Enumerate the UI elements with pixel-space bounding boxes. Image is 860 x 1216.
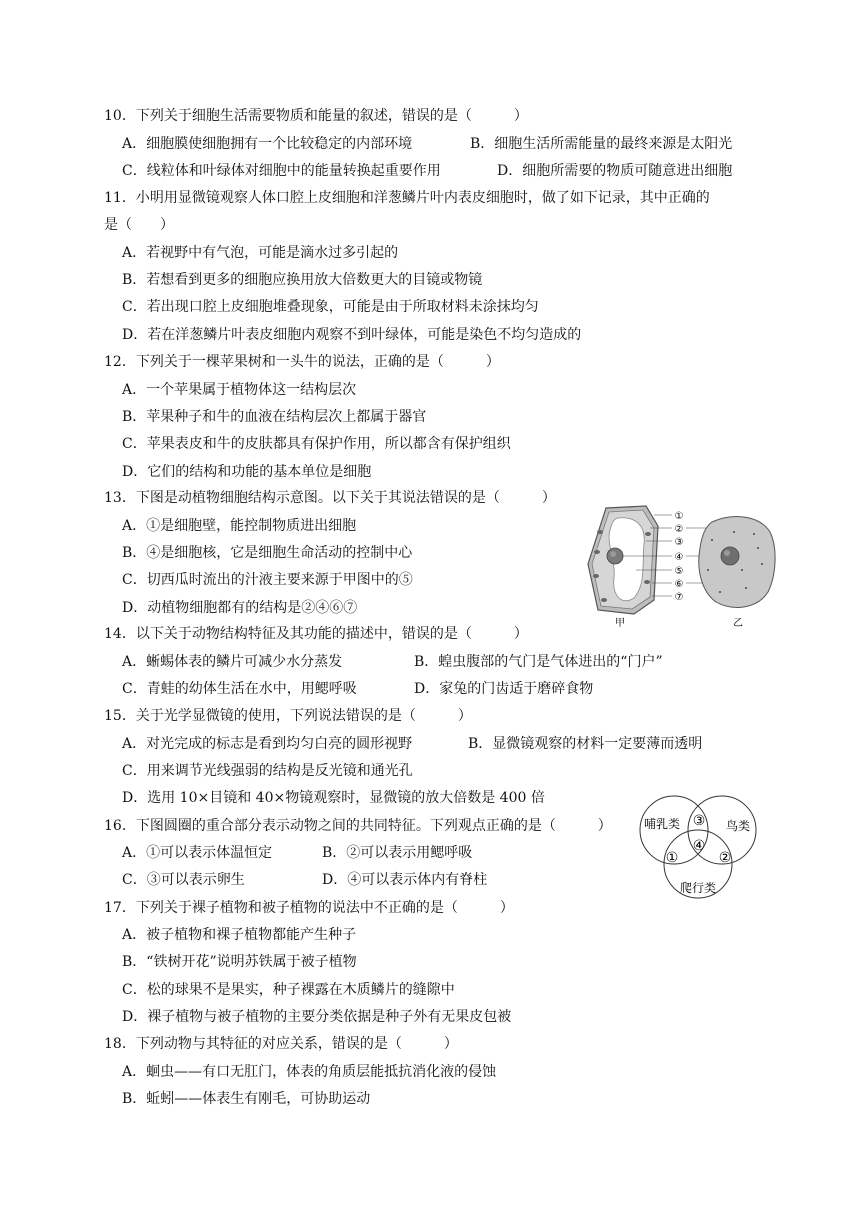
chloroplast bbox=[601, 598, 607, 602]
q14-option-d: D．家兔的门齿适于磨碎食物 bbox=[414, 681, 594, 697]
q17-stem: 17．下列关于裸子植物和被子植物的说法中不正确的是（ ） bbox=[104, 900, 514, 916]
q17-option-c: C．松的球果不是果实，种子裸露在木质鳞片的缝隙中 bbox=[122, 982, 455, 998]
cell-label-1: ① bbox=[674, 511, 684, 522]
q11-option-d: D．若在洋葱鳞片叶表皮细胞内观察不到叶绿体，可能是染色不均匀造成的 bbox=[122, 327, 582, 343]
cytoplasm-dot bbox=[711, 539, 713, 541]
venn-label-mammals: 哺乳类 bbox=[643, 817, 681, 831]
q14-option-a: A．蜥蜴体表的鳞片可减少水分蒸发 bbox=[122, 654, 343, 670]
q14-option-b: B．蝗虫腹部的气门是气体进出的“门户” bbox=[414, 654, 663, 670]
q14-option-c: C．青蛙的幼体生活在水中，用鳃呼吸 bbox=[122, 681, 357, 697]
plant-cell-caption: 甲 bbox=[615, 618, 625, 629]
q11-option-c: C．若出现口腔上皮细胞堆叠现象，可能是由于所取材料未涂抹均匀 bbox=[122, 299, 539, 315]
animal-cell-caption: 乙 bbox=[733, 618, 743, 629]
q17-option-a: A．被子植物和裸子植物都能产生种子 bbox=[122, 927, 357, 943]
q18-stem: 18．下列动物与其特征的对应关系，错误的是（ ） bbox=[104, 1036, 458, 1052]
animal-venn-diagram bbox=[632, 792, 764, 902]
q18-option-b: B．蚯蚓——体表生有刚毛，可协助运动 bbox=[122, 1091, 371, 1107]
q10-stem: 10．下列关于细胞生活需要物质和能量的叙述，错误的是（ ） bbox=[104, 108, 528, 124]
q15-option-a: A．对光完成的标志是看到均匀白亮的圆形视野 bbox=[122, 736, 413, 752]
q13-option-d: D．动植物细胞都有的结构是②④⑥⑦ bbox=[122, 600, 358, 616]
cytoplasm-dot bbox=[719, 591, 721, 593]
cytoplasm-dot bbox=[757, 547, 759, 549]
chloroplast bbox=[644, 580, 650, 584]
cell-label-4: ④ bbox=[674, 552, 684, 563]
q10-option-a: A．细胞膜使细胞拥有一个比较稳定的内部环境 bbox=[122, 136, 413, 152]
q13-option-c: C．切西瓜时流出的汁液主要来源于甲图中的⑤ bbox=[122, 572, 413, 588]
venn-label-birds: 鸟类 bbox=[725, 819, 751, 833]
q16-option-d: D．④可以表示体内有脊柱 bbox=[322, 872, 488, 888]
q14-stem: 14．以下关于动物结构特征及其功能的描述中，错误的是（ ） bbox=[104, 626, 528, 642]
chloroplast bbox=[645, 532, 651, 536]
plant-nucleolus bbox=[610, 551, 616, 557]
q16-option-b: B．②可以表示用鳃呼吸 bbox=[322, 845, 473, 861]
cell-label-2: ② bbox=[674, 524, 684, 535]
chloroplast bbox=[593, 574, 599, 578]
q10-option-b: B．细胞生活所需能量的最终来源是太阳光 bbox=[470, 136, 733, 152]
q13-option-a: A．①是细胞壁，能控制物质进出细胞 bbox=[122, 518, 357, 534]
cytoplasm-dot bbox=[733, 531, 735, 533]
chloroplast bbox=[597, 530, 603, 534]
q11-option-a: A．若视野中有气泡，可能是滴水过多引起的 bbox=[122, 245, 399, 261]
venn-region-4: ④ bbox=[692, 838, 706, 854]
q11-stem-line1: 11．小明用显微镜观察人体口腔上皮细胞和洋葱鳞片叶内表皮细胞时，做了如下记录，其中正确的 bbox=[104, 190, 710, 206]
q13-option-b: B．④是细胞核，它是细胞生命活动的控制中心 bbox=[122, 545, 413, 561]
q16-stem: 16．下图圆圈的重合部分表示动物之间的共同特征。下列观点正确的是（ ） bbox=[104, 818, 612, 834]
venn-region-1: ① bbox=[665, 850, 679, 866]
cell-structure-figure bbox=[584, 504, 780, 632]
q12-option-d: D．它们的结构和功能的基本单位是细胞 bbox=[122, 464, 372, 480]
q12-option-a: A．一个苹果属于植物体这一结构层次 bbox=[122, 382, 357, 398]
q17-option-d: D．裸子植物与被子植物的主要分类依据是种子外有无果皮包被 bbox=[122, 1009, 512, 1025]
venn-region-2: ② bbox=[718, 850, 732, 866]
cell-label-7: ⑦ bbox=[674, 592, 684, 603]
q15-option-d: D．选用 10×目镜和 40×物镜观察时，显微镜的放大倍数是 400 倍 bbox=[122, 790, 545, 806]
chloroplast bbox=[594, 550, 600, 554]
q15-option-b: B．显微镜观察的材料一定要薄而透明 bbox=[468, 736, 703, 752]
cytoplasm-dot bbox=[761, 563, 763, 565]
cell-label-5: ⑤ bbox=[674, 566, 684, 577]
cell-label-6: ⑥ bbox=[674, 579, 684, 590]
venn-region-3: ③ bbox=[692, 813, 706, 829]
cytoplasm-dot bbox=[741, 569, 743, 571]
q16-option-c: C．③可以表示卵生 bbox=[122, 872, 245, 888]
q13-stem: 13．下图是动植物细胞结构示意图。以下关于其说法错误的是（ ） bbox=[104, 490, 556, 506]
q16-option-a: A．①可以表示体温恒定 bbox=[122, 845, 273, 861]
q15-stem: 15．关于光学显微镜的使用，下列说法错误的是（ ） bbox=[104, 708, 472, 724]
q11-option-b: B．若想看到更多的细胞应换用放大倍数更大的目镜或物镜 bbox=[122, 272, 483, 288]
q18-option-a: A．蛔虫——有口无肛门，体表的角质层能抵抗消化液的侵蚀 bbox=[122, 1064, 497, 1080]
q10-option-c: C．线粒体和叶绿体对细胞中的能量转换起重要作用 bbox=[122, 163, 441, 179]
q11-stem-line2: 是（ ） bbox=[104, 217, 174, 233]
venn-label-reptiles: 爬行类 bbox=[679, 881, 717, 895]
animal-nucleus bbox=[721, 547, 739, 565]
q17-option-b: B．“铁树开花”说明苏铁属于被子植物 bbox=[122, 954, 357, 970]
q12-option-c: C．苹果表皮和牛的皮肤都具有保护作用，所以都含有保护组织 bbox=[122, 436, 511, 452]
q12-option-b: B．苹果种子和牛的血液在结构层次上都属于器官 bbox=[122, 409, 427, 425]
cytoplasm-dot bbox=[753, 533, 755, 535]
q15-option-c: C．用来调节光线强弱的结构是反光镜和通光孔 bbox=[122, 763, 413, 779]
cell-label-3: ③ bbox=[674, 537, 684, 548]
cytoplasm-dot bbox=[707, 569, 709, 571]
cytoplasm-dot bbox=[745, 587, 747, 589]
q10-option-d: D．细胞所需要的物质可随意进出细胞 bbox=[497, 163, 733, 179]
q12-stem: 12．下列关于一棵苹果树和一头牛的说法，正确的是（ ） bbox=[104, 354, 500, 370]
animal-nucleolus bbox=[724, 550, 730, 556]
